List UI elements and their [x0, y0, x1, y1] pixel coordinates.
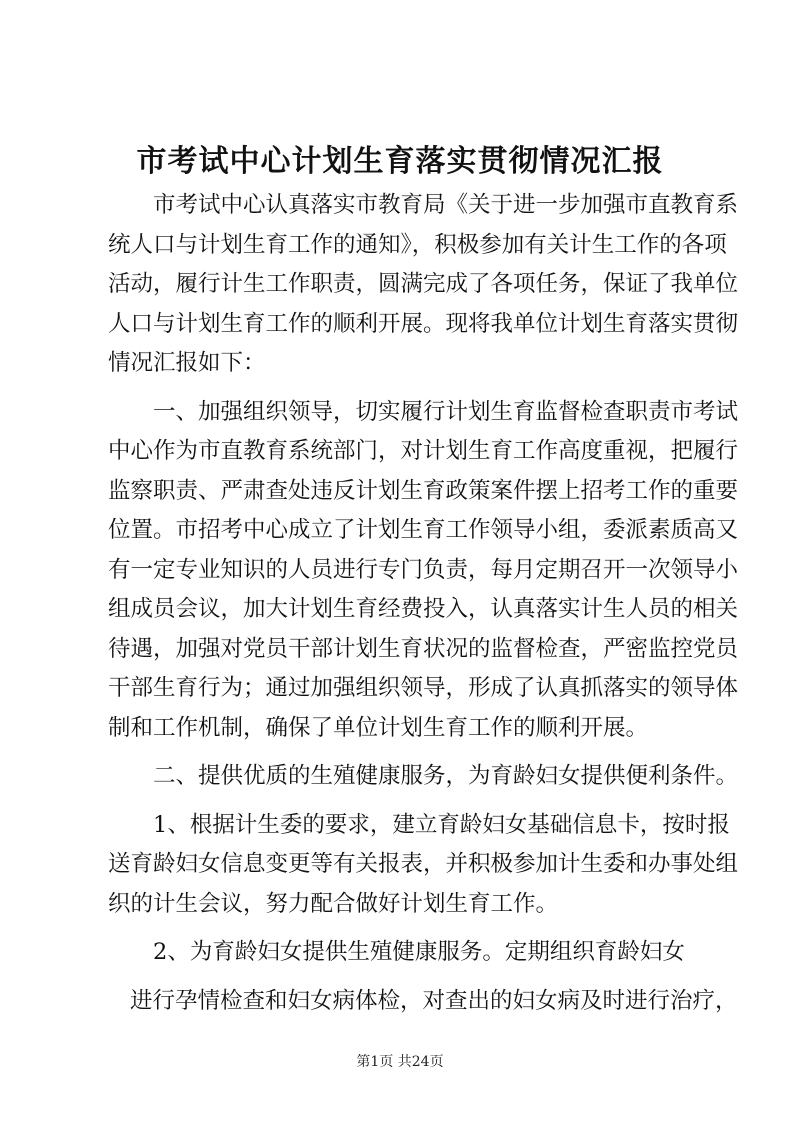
paragraph-line: 中心作为市直教育系统部门，对计划生育工作高度重视，把履行	[108, 438, 739, 464]
page-number: 第1页 共24页	[356, 1054, 444, 1070]
paragraph-line: 待遇，加强对党员干部计划生育状况的监督检查，严密监控党员	[108, 635, 739, 662]
paragraph-line: 活动，履行计生工作职责，圆满完成了各项任务，保证了我单位	[108, 271, 739, 297]
paragraph-line: 统人口与计划生育工作的通知》，积极参加有关计生工作的各项	[108, 231, 727, 258]
paragraph-line: 干部生育行为；通过加强组织领导，形成了认真抓落实的领导体	[108, 675, 739, 701]
paragraph-line: 送育龄妇女信息变更等有关报表，并积极参加计生委和办事处组	[108, 851, 739, 877]
paragraph-line: 进行孕情检查和妇女病体检，对查出的妇女病及时进行治疗，	[130, 987, 738, 1014]
paragraph-line: 一、加强组织领导，切实履行计划生育监督检查职责市考试	[153, 398, 739, 425]
paragraph-line: 位置。市招考中心成立了计划生育工作领导小组，委派素质高又	[108, 517, 739, 543]
paragraph-line: 织的计生会议，努力配合做好计划生育工作。	[108, 890, 559, 917]
paragraph-line: 2、为育龄妇女提供生殖健康服务。定期组织育龄妇女	[153, 939, 685, 965]
paragraph-line: 制和工作机制，确保了单位计划生育工作的顺利开展。	[108, 714, 649, 741]
paragraph-line: 情况汇报如下：	[108, 350, 266, 376]
paragraph-line: 市考试中心认真落实市教育局《关于进一步加强市直教育系	[153, 192, 739, 218]
paragraph-line: 有一定专业知识的人员进行专门负责，每月定期召开一次领导小	[108, 556, 739, 583]
paragraph-line: 组成员会议，加大计划生育经费投入，认真落实计生人员的相关	[108, 596, 739, 622]
paragraph-line: 监察职责、严肃查处违反计划生育政策案件摆上招考工作的重要	[108, 477, 739, 504]
document-title: 市考试中心计划生育落实贯彻情况汇报	[136, 144, 664, 179]
document-body	[108, 186, 739, 1021]
paragraph-line: 二、提供优质的生殖健康服务，为育龄妇女提供便利条件。	[153, 763, 739, 789]
paragraph-line: 1、根据计生委的要求，建立育龄妇女基础信息卡，按时报	[153, 811, 730, 838]
paragraph-line: 人口与计划生育工作的顺利开展。现将我单位计划生育落实贯彻	[108, 310, 739, 337]
